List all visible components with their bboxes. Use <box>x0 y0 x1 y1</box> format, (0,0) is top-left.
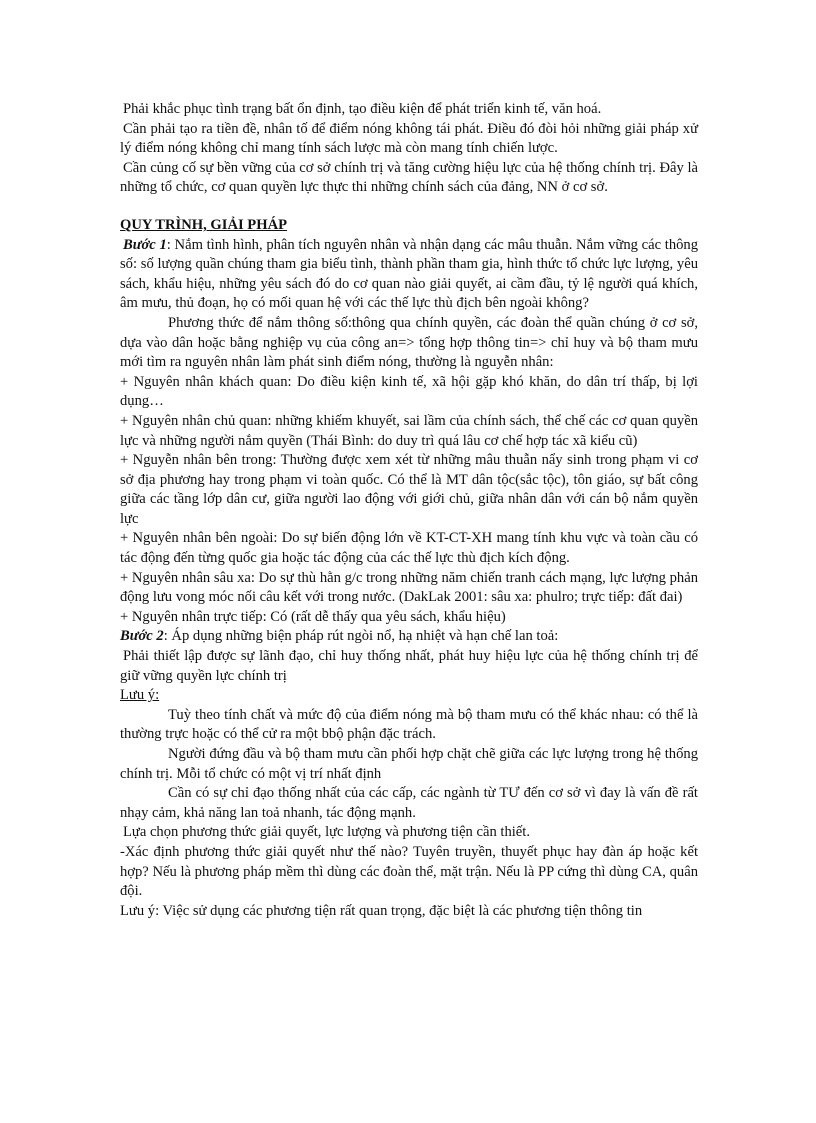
intro-paragraph-2: Cần phải tạo ra tiền đề, nhân tố để điểm nóng không tái phát. Điều đó đòi hỏi những giải pháp xử lý điểm nóng không chỉ mang tính sách lược mà còn mang tính chiến lược. <box>120 120 698 157</box>
intro-paragraph-1: Phải khắc phục tình trạng bất ổn định, tạo điều kiện để phát triển kinh tế, văn hoá. <box>123 101 602 117</box>
section-heading: QUY TRÌNH, GIẢI PHÁP <box>120 216 288 233</box>
intro-paragraph-3: Cần củng cố sự bền vững của cơ sở chính trị và tăng cường hiệu lực của hệ thống chính trị. Đây là những tổ chức, cơ quan quyền lực thực thi những chính sách của đảng, NN ở cơ sở. <box>120 159 698 196</box>
step-2-label: Bước 2 <box>120 628 164 645</box>
step-1-paragraph <box>120 236 698 314</box>
step-1-text: : Nắm tình hình, phân tích nguyên nhân và nhận dạng các mâu thuẫn. Nắm vững các thông số: số lượng quần chúng tham gia biểu tình, thành phần tham gia, hình thức tổ chức lực lượng, yêu sách, khẩu hiệu, những yêu sách đó do cơ quan nào giải quyết, ai cầm đầu, tỷ lệ người quá khích, âm mưu, thủ đoạn, họ có mối quan hệ với các thế lực thù địch bên ngoài không? <box>120 236 699 312</box>
note-paragraph-1: Tuỳ theo tính chất và mức độ của điểm nóng mà bộ tham mưu có thể khác nhau: có thể là thường trực hoặc có thể cử ra một bbộ phận đặc trách. <box>120 706 698 743</box>
method-paragraph: Phương thức để nắm thông số:thông qua chính quyền, các đoàn thể quần chúng ở cơ sở, dựa vào dân hoặc bằng nghiệp vụ của công an=> tổng hợp thông tin=> chỉ huy và bộ tham mưu mới tìm ra nguyên nhân làm phát sinh điểm nóng, thường là nguyễn nhân: <box>120 314 698 371</box>
determine-paragraph: -Xác định phương thức giải quyết như thế nào? Tuyên truyền, thuyết phục hay đàn áp hoặc kết hợp? Nếu là phương pháp mềm thì dùng các đoàn thể, mặt trận. Nếu là PP cứng thì dùng CA, quân đội. <box>120 843 698 900</box>
note-paragraph-3: Cần có sự chỉ đạo thống nhất của các cấp, các ngành từ TƯ đến cơ sở vì đay là vấn đề rất nhạy cảm, khả năng lan toả nhanh, tác động mạnh. <box>120 785 698 821</box>
cause-objective: + Nguyên nhân khách quan: Do điều kiện kinh tế, xã hội gặp khó khăn, do dân trí thấp, bị lợi dụng… <box>120 373 698 410</box>
selection-paragraph: Lựa chọn phương thức giải quyết, lực lượng và phương tiện cần thiết. <box>123 824 530 841</box>
step-2-text: : Áp dụng những biện pháp rút ngòi nổ, hạ nhiệt và hạn chế lan toả: <box>163 628 559 645</box>
cause-external: + Nguyên nhân bên ngoài: Do sự biến động lớn về KT-CT-XH mang tính khu vực và toàn cầu có tác động đến từng quốc gia hoặc tác động của các thế lực thù địch kích động. <box>120 530 698 567</box>
cause-root: + Nguyên nhân sâu xa: Do sự thù hằn g/c trong những năm chiến tranh cách mạng, lực lượng phản động lưu vong móc nối câu kết với trong nước. (DakLak 2001: sâu xa: phulro; trực tiếp: đất đai) <box>120 569 698 606</box>
final-note-paragraph: Lưu ý: Việc sử dụng các phương tiện rất quan trọng, đặc biệt là các phương tiện thông tin <box>120 902 643 919</box>
note-paragraph-2: Người đứng đầu và bộ tham mưu cần phối hợp chặt chẽ giữa các lực lượng trong hệ thống chính trị. Mỗi tổ chức có một vị trí nhất định <box>120 746 698 782</box>
cause-direct: + Nguyên nhân trực tiếp: Có (rất dễ thấy qua yêu sách, khẩu hiệu) <box>120 608 506 625</box>
step-1-label: Bước 1 <box>123 236 167 253</box>
cause-internal: + Nguyễn nhân bên trong: Thường được xem xét từ những mâu thuẫn nẩy sinh trong phạm vi cơ sở địa phương hay trong phạm vi toàn quốc. Có thể là MT dân tộc(sắc tộc), tôn giáo, sự bất công giữa các tầng lớp dân cư, giữa người lao động với giới chủ, giữa nhân dân với cán bộ nắm quyền lực <box>120 452 698 527</box>
note-heading <box>120 686 698 706</box>
document-page <box>120 100 698 921</box>
cause-subjective: + Nguyên nhân chủ quan: những khiếm khuyết, sai lầm của chính sách, thể chế các cơ quan quyền lực và những người nắm quyền (Thái Bình: do duy trì quá lâu cơ chế hợp tác xã kiểu cũ) <box>120 412 698 449</box>
note-label: Lưu ý: <box>120 687 160 704</box>
step-2-detail: Phải thiết lập được sự lãnh đạo, chỉ huy thống nhất, phát huy hiệu lực của hệ thống chính trị để giữ vững quyền lực chính trị <box>120 648 698 684</box>
step-2-paragraph <box>120 627 698 647</box>
